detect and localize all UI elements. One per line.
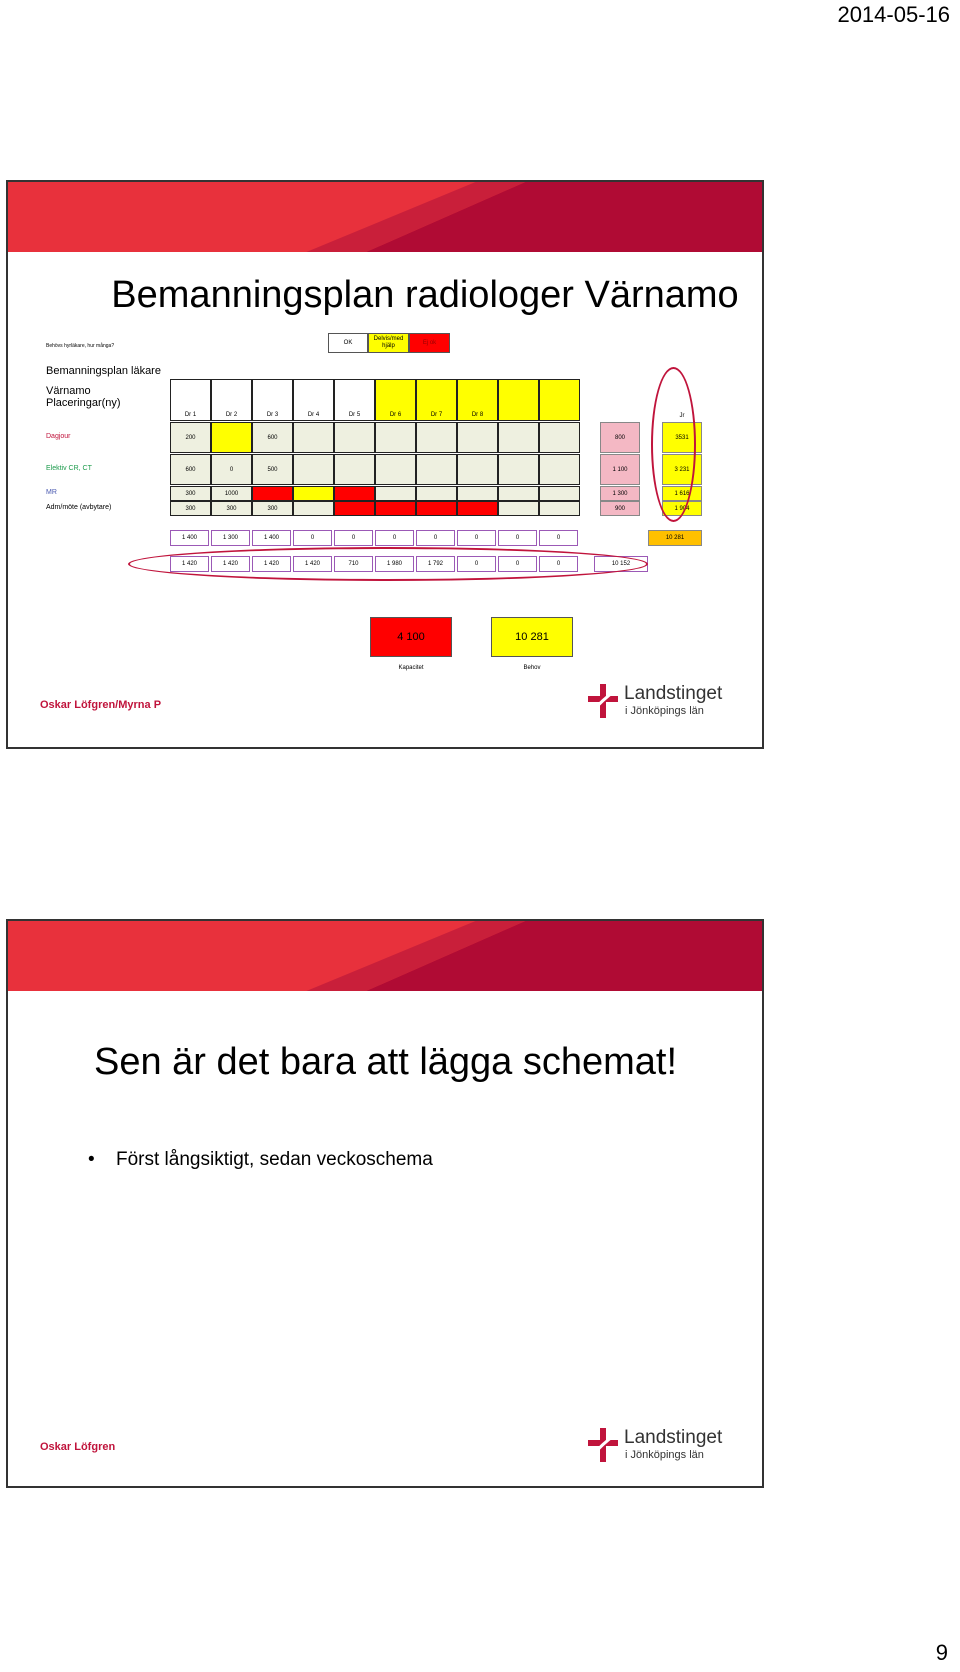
- row-header-placements: Placeringar(ny): [46, 397, 121, 410]
- table-cell: [252, 486, 293, 501]
- logo-main-text: Landstinget: [624, 1427, 723, 1448]
- doctor-header: Dr 3: [252, 379, 293, 421]
- logo-sub-text: i Jönköpings län: [625, 705, 704, 717]
- capacity-cell: 1 420: [293, 556, 332, 572]
- row-sum: 800: [600, 422, 640, 453]
- capacity-cell: 1 420: [252, 556, 291, 572]
- bullet-item: [88, 1149, 433, 1171]
- table-cell: [334, 486, 375, 501]
- capacity-total: 10 152: [594, 556, 648, 572]
- capacity-cell: 0: [539, 556, 578, 572]
- doctor-header: Dr 5: [334, 379, 375, 421]
- footer-author: Oskar Löfgren/Myrna P: [40, 699, 162, 711]
- totals-cell: 0: [334, 530, 373, 546]
- table-cell: [375, 501, 416, 516]
- table-cell: [539, 454, 580, 485]
- slide-schema: [6, 919, 764, 1488]
- table-cell: [416, 454, 457, 485]
- table-cell: [334, 501, 375, 516]
- totals-cell: 0: [539, 530, 578, 546]
- table-cell: 300: [170, 486, 211, 501]
- table-cell: [416, 486, 457, 501]
- table-cell: [539, 501, 580, 516]
- highlight-oval-capacity: [128, 547, 648, 581]
- table-cell: 600: [170, 454, 211, 485]
- logo-main-text: Landstinget: [624, 683, 723, 704]
- footer-author: Oskar Löfgren: [40, 1441, 116, 1453]
- table-cell: [293, 422, 334, 453]
- bullet-icon: •: [88, 1149, 95, 1170]
- table-cell: [539, 422, 580, 453]
- table-cell: [498, 486, 539, 501]
- table-cell: 1000: [211, 486, 252, 501]
- table-cell: 300: [211, 501, 252, 516]
- bullet-text: Först långsiktigt, sedan veckoschema: [116, 1149, 433, 1170]
- table-cell: [457, 486, 498, 501]
- table-cell: [498, 454, 539, 485]
- table-cell: [334, 422, 375, 453]
- table-cell: [539, 486, 580, 501]
- table-cell: 300: [170, 501, 211, 516]
- slide-banner: [8, 182, 762, 252]
- doctor-header: [539, 379, 580, 421]
- logo-mark-icon: [586, 682, 620, 720]
- totals-cell: 1 400: [252, 530, 291, 546]
- capacity-cell: 1 792: [416, 556, 455, 572]
- doctor-header: Dr 7: [416, 379, 457, 421]
- totals-cell: 0: [375, 530, 414, 546]
- table-cell: [375, 454, 416, 485]
- doctor-header: Dr 1: [170, 379, 211, 421]
- slide-bemanningsplan: [6, 180, 764, 749]
- need-value: 10 281: [491, 617, 573, 657]
- table-cell: [416, 422, 457, 453]
- table-cell: [375, 422, 416, 453]
- legend-ok: OK: [328, 333, 368, 353]
- slide-title: Sen är det bara att lägga schemat!: [94, 1041, 678, 1083]
- totals-cell: 0: [416, 530, 455, 546]
- row-total: 1 904: [662, 501, 702, 516]
- row-sum: 1 100: [600, 454, 640, 485]
- row-label: MR: [46, 488, 57, 496]
- capacity-cell: 1 420: [211, 556, 250, 572]
- legend-partial: Delvis/med hjälp: [368, 333, 409, 353]
- table-cell: 300: [252, 501, 293, 516]
- capacity-label: Kapacitet: [398, 665, 424, 671]
- need-label: Behov: [523, 665, 541, 671]
- landstinget-logo: [586, 1426, 736, 1466]
- row-label: Dagjour: [46, 432, 71, 440]
- slide-title: Bemanningsplan radiologer Värnamo: [111, 274, 739, 316]
- row-header: [46, 385, 121, 409]
- table-cell: [375, 486, 416, 501]
- table-cell: [293, 501, 334, 516]
- table-cell: 500: [252, 454, 293, 485]
- row-label: Adm/möte (avbytare): [46, 503, 112, 511]
- table-cell: 200: [170, 422, 211, 453]
- doctor-header: Dr 8: [457, 379, 498, 421]
- logo-sub-text: i Jönköpings län: [625, 1449, 704, 1461]
- table-cell: [498, 422, 539, 453]
- doctor-header: Dr 4: [293, 379, 334, 421]
- table-cell: [498, 501, 539, 516]
- total-header: Jr: [662, 379, 702, 421]
- capacity-cell: 710: [334, 556, 373, 572]
- totals-total: 10 281: [648, 530, 702, 546]
- totals-cell: 0: [457, 530, 496, 546]
- capacity-cell: 1 420: [170, 556, 209, 572]
- row-total: 3 231: [662, 454, 702, 485]
- capacity-cell: 1 980: [375, 556, 414, 572]
- legend-question: Behövs hyrläkare, hur många?: [46, 343, 115, 349]
- landstinget-logo: [586, 682, 736, 722]
- row-total: 1 616: [662, 486, 702, 501]
- doctor-header: [498, 379, 539, 421]
- table-cell: [211, 422, 252, 453]
- table-cell: 0: [211, 454, 252, 485]
- capacity-value: 4 100: [370, 617, 452, 657]
- highlight-oval-totals: [651, 367, 696, 522]
- table-cell: [293, 486, 334, 501]
- table-cell: [457, 501, 498, 516]
- page-date: 2014-05-16: [837, 2, 950, 27]
- row-total: 3531: [662, 422, 702, 453]
- row-sum: 1 300: [600, 486, 640, 501]
- row-label: Elektiv CR, CT: [46, 464, 92, 472]
- table-cell: 600: [252, 422, 293, 453]
- capacity-cell: 0: [457, 556, 496, 572]
- capacity-cell: 0: [498, 556, 537, 572]
- table-cell: [293, 454, 334, 485]
- table-cell: [457, 422, 498, 453]
- table-cell: [457, 454, 498, 485]
- slide-banner: [8, 921, 762, 991]
- totals-cell: 1 400: [170, 530, 209, 546]
- table-cell: [334, 454, 375, 485]
- legend-not-ok: Ej ok: [409, 333, 450, 353]
- totals-cell: 0: [498, 530, 537, 546]
- doctor-header: Dr 6: [375, 379, 416, 421]
- totals-cell: 1 300: [211, 530, 250, 546]
- doctor-header: Dr 2: [211, 379, 252, 421]
- logo-mark-icon: [586, 1426, 620, 1464]
- page-number: 9: [935, 1640, 948, 1665]
- table-cell: [416, 501, 457, 516]
- row-header-location: Värnamo: [46, 385, 91, 397]
- section-title: Bemanningsplan läkare: [46, 365, 161, 377]
- row-sum: 900: [600, 501, 640, 516]
- totals-cell: 0: [293, 530, 332, 546]
